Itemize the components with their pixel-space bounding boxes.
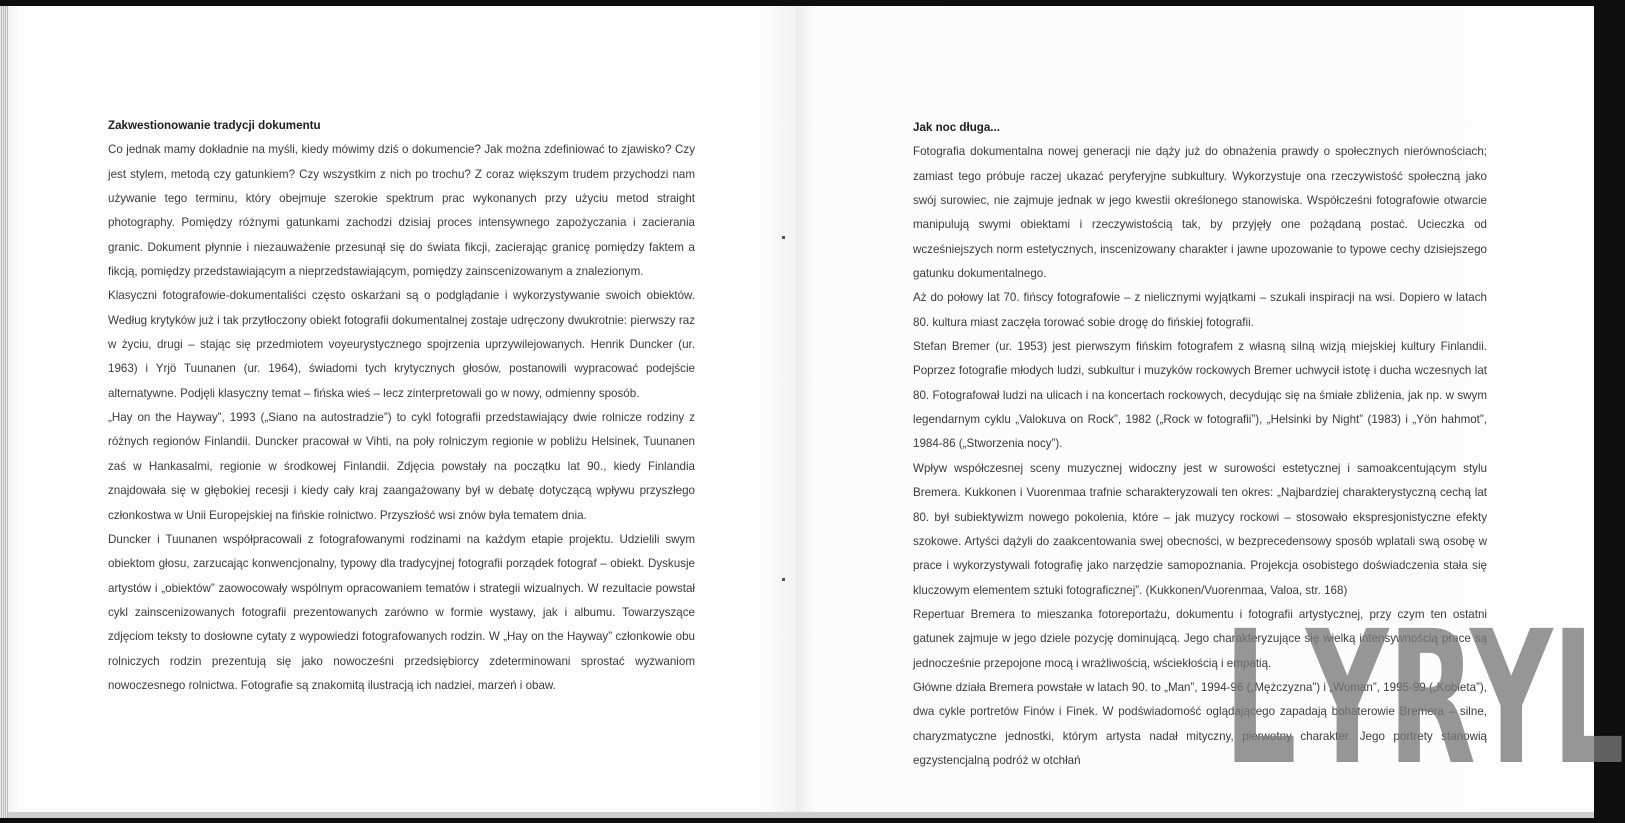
paragraph: „Hay on the Hayway”, 1993 („Siano na autostradzie”) to cykl fotografii przedstawiający dwie rolnicze rodziny z różnych regionów Finlandii. Duncker pracował w Vihti, na poły rolniczym regionie w pobliżu Helsinek, Tuunanen zaś w Hankasalmi, regionie w środkowej Finlandii. Zdjęcia powstały na początku lat 90., kiedy Finlandia znajdowała się w głębokiej recesji i kiedy cały kraj zaangażowany był w debatę dotyczącą wpływu przyszłego członkostwa w Unii Europejskiej na fińskie rolnictwo. Przyszłość wsi znów była tematem dnia.	[108, 411, 695, 522]
paragraph: Główne działa Bremera powstałe w latach 90. to „Man”, 1994-96 („Mężczyzna”) i „Woman”, 1995-99 („Kobieta”), dwa cykle portretów Finów i Finek. W podświadomość oglądającego zapadają bohaterowie Bremera – silne, charyzmatyczne jednostki, którym artysta nadał mityczny, pierwotny charakter. Jego portrety stanowią egzystencjalną podróż w otchłań	[913, 680, 1487, 767]
paragraph: Wpływ współczesnej sceny muzycznej widoczny jest w surowości estetycznej i samoakcentującym stylu Bremera. Kukkonen i Vuorenmaa trafnie scharakteryzowali ten okres: „Najbardziej charakterystyczną cechą lat 80. był subiektywizm nowego pokolenia, które – jak muzycy rockowi – stosowało ekspresjonistyczne efekty szokowe. Artyści dążyli do zaakcentowania swej obecności, w bezprecedensowy sposób wplatali swą osobę w prace i wykorzystywali fotografię jako narzędzie samopoznania. Projekcja osobistego doświadczenia stała się kluczowym elementem sztuki fotograficznej”. (Kukkonen/Vuorenmaa, Valoa, str. 168)	[913, 461, 1487, 597]
paragraph: Repertuar Bremera to mieszanka fotoreportażu, dokumentu i fotografii artystycznej, przy czym ten ostatni gatunek zajmuje w jego dziele pozycję dominującą. Jego charakteryzujące się wielką intensywnością prace są jednocześnie przepojone mocą i wrażliwością, wściekłością i empatią.	[913, 607, 1487, 670]
left-page	[8, 6, 797, 818]
right-page	[796, 6, 1625, 818]
paragraph: Aż do połowy lat 70. fińscy fotografowie – z nielicznymi wyjątkami – szukali inspiracji na wsi. Dopiero w latach 80. kultura miast zaczęła torować sobie drogę do fińskiej fotografii.	[913, 291, 1487, 329]
watermark-letter: Y	[1306, 592, 1389, 806]
paragraph: Stefan Bremer (ur. 1953) jest pierwszym fińskim fotografem z własną silną wizją miejskiej kultury Finlandii. Poprzez fotografie młodych ludzi, subkultur i muzyków rockowych Bremer uchwycił istotę i ducha wczesnych lat 80. Fotografował ludzi na ulicach i na koncertach rockowych, decydując się na śmiałe zbliżenia, jak np. w swym legendarnym cyklu „Valokuva on Rock”, 1982 („Rock w fotografii”), „Helsinki by Night” (1983) i „Yön hahmot”, 1984-86 („Stworzenia nocy”).	[913, 340, 1487, 451]
page-bottom-edge	[8, 812, 1594, 818]
paragraph: Duncker i Tuunanen współpracowali z fotografowanymi rodzinami na każdym etapie projektu. Udzielili swym obiektom głosu, zarzucając konwencjonalny, typowy dla tradycyjnej fotografii porządek fotograf – obiekt. Dyskusje artystów i „obiektów” zaowocowały wspólnym opracowaniem tematów i strategii wizualnych. W rezultacie powstał cykl zainscenizowanych fotografii prezentowanych zarówno w formie wystawy, jak i albumu. Towarzyszące zdjęciom teksty to dosłowne cytaty z wypowiedzi fotografowanych rodzin. W „Hay on the Hayway” członkowie obu rolniczych rodzin prezentują się jako nowocześni przedsiębiorcy zdeterminowani sprostać wyzwaniom nowoczesnego rolnictwa. Fotografie są znakomitą ilustracją ich nadziei, marzeń i obaw.	[108, 532, 695, 692]
watermark-letter: L	[1224, 592, 1297, 806]
paragraph: Klasyczni fotografowie-dokumentaliści często oskarżani są o podglądanie i wykorzystywanie swoich obiektów. Według krytyków już i tak przytłoczony obiekt fotografii dokumentalnej zostaje udręczony dwukrotnie: pierwszy raz w życiu, drugi – stając się przedmiotem voyeurystycznego spojrzenia uprzywilejowanych. Henrik Duncker (ur. 1963) i Yrjö Tuunanen (ur. 1964), świadomi tych krytycznych głosów, postanowili wypracować podejście alternatywne. Podjęli klasyczny temat – fińska wieś – lecz zinterpretowali go w nowy, odmienny sposób.	[108, 289, 695, 400]
section-heading: Zakwestionowanie tradycji dokumentu	[108, 119, 321, 132]
section-heading: Jak noc długa...	[913, 121, 1000, 134]
paragraph: Fotografia dokumentalna nowej generacji nie dąży już do obnażenia prawdy o społecznych nierównościach; zamiast tego próbuje raczej ukazać peryferyjne subkultury. Wykorzystuje ona rzeczywistość społeczną jako swój surowiec, nie zajmuje jednak w jego kwestii określonego stanowiska. Współcześni fotografowie otwarcie manipulują swymi obiektami i rzeczywistością tak, by przyjęły one pożądaną postać. Ucieczka od wcześniejszych norm estetycznych, inscenizowany charakter i jawne upozowanie to typowe cechy dzisiejszego gatunku dokumentalnego.	[913, 145, 1487, 281]
gutter-mark	[782, 236, 785, 239]
page-stack-edge	[0, 6, 8, 818]
left-text-column	[108, 114, 695, 698]
watermark-letter: L	[1552, 592, 1625, 806]
watermark-logo	[1224, 592, 1625, 806]
watermark-letter: Y	[1470, 592, 1553, 806]
watermark-letter: R	[1388, 592, 1476, 806]
gutter-mark	[782, 578, 785, 581]
paragraph: Co jednak mamy dokładnie na myśli, kiedy mówimy dziś o dokumencie? Jak można zdefiniować to zjawisko? Czy jest stylem, metodą czy gatunkiem? Czy wszystkim z nich po trochu? Z coraz większym trudem przychodzi nam używanie tego terminu, który obejmuje szerokie spektrum prac wykonanych przy użyciu metod straight photography. Pomiędzy różnymi gatunkami zachodzi dzisiaj proces intensywnego zapożyczania i zacierania granic. Dokument płynnie i niezauważenie przesunął się do świata fikcji, zacierając granicę pomiędzy faktem a fikcją, pomiędzy przedstawiającym a nieprzedstawiającym, pomiędzy zainscenizowanym a znalezionym.	[108, 143, 695, 279]
